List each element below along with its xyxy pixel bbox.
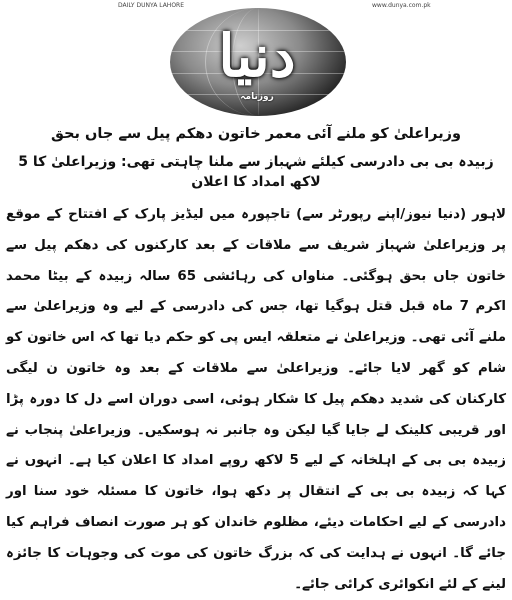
article bbox=[6, 124, 506, 600]
article-subheadline: زبیدہ بی بی دادرسی کیلئے شہباز سے ملنا چاہتی تھی: وزیراعلیٰ کا 5 لاکھ امداد کا اعلان bbox=[18, 154, 494, 190]
masthead-label-left: DAILY DUNYA LAHORE bbox=[118, 2, 184, 9]
article-body: لاہور (دنیا نیوز/اپنے رپورٹر سے) تاجپورہ میں لیڈیز پارک کے افتتاح کے موقع پر وزیراعلیٰ شہباز شریف سے ملاقات کے بعد کارکنوں کی دھکم پیل سے خاتون جاں بحق ہوگئی۔ مناواں کی رہائشی 65 سالہ زبیدہ کے بیٹا محمد اکرم 7 ماہ قبل قتل ہوگیا تھا، جس کی دادرسی کے لیے وہ وزیراعلیٰ سے ملنے آئی تھی۔ وزیراعلیٰ نے متعلقہ ایس پی کو حکم دیا تھا کہ اس خاتون کو شام کو گھر لایا جائے۔ وزیراعلیٰ سے ملاقات کے بعد وہ خاتون ن لیگی کارکنان کی شدید دھکم پیل کا شکار ہوئی، اسی دوران اسے دل کا دورہ پڑا اور قریبی کلینک لے جایا گیا لیکن وہ جانبر نہ ہوسکیں۔ وزیراعلیٰ پنجاب نے زبیدہ بی بی کے اہلخانہ کے لیے 5 لاکھ روپے امداد کا اعلان کیا ہے۔ انہوں نے کہا کہ زبیدہ بی بی کے انتقال پر دکھ ہوا، خاتون کا مسئلہ خود سنا اور دادرسی کے لیے احکامات دیئے، مظلوم خاندان کو ہر صورت انصاف فراہم کیا جائے گا۔ انہوں نے ہدایت کی کہ بزرگ خاتون کی موت کی وجوہات کا جائزہ لینے کے لئے انکوائری کرائی جائے۔ bbox=[6, 207, 506, 592]
newspaper-masthead bbox=[0, 0, 512, 120]
masthead-label-right: www.dunya.com.pk bbox=[372, 2, 431, 9]
logo-subtitle: روزنامہ bbox=[240, 92, 274, 102]
logo-wordmark: دنیا bbox=[218, 22, 296, 90]
dunya-logo bbox=[152, 8, 362, 116]
article-headline: وزیراعلیٰ کو ملنے آئی معمر خاتون دھکم پیل سے جاں بحق bbox=[51, 126, 461, 142]
